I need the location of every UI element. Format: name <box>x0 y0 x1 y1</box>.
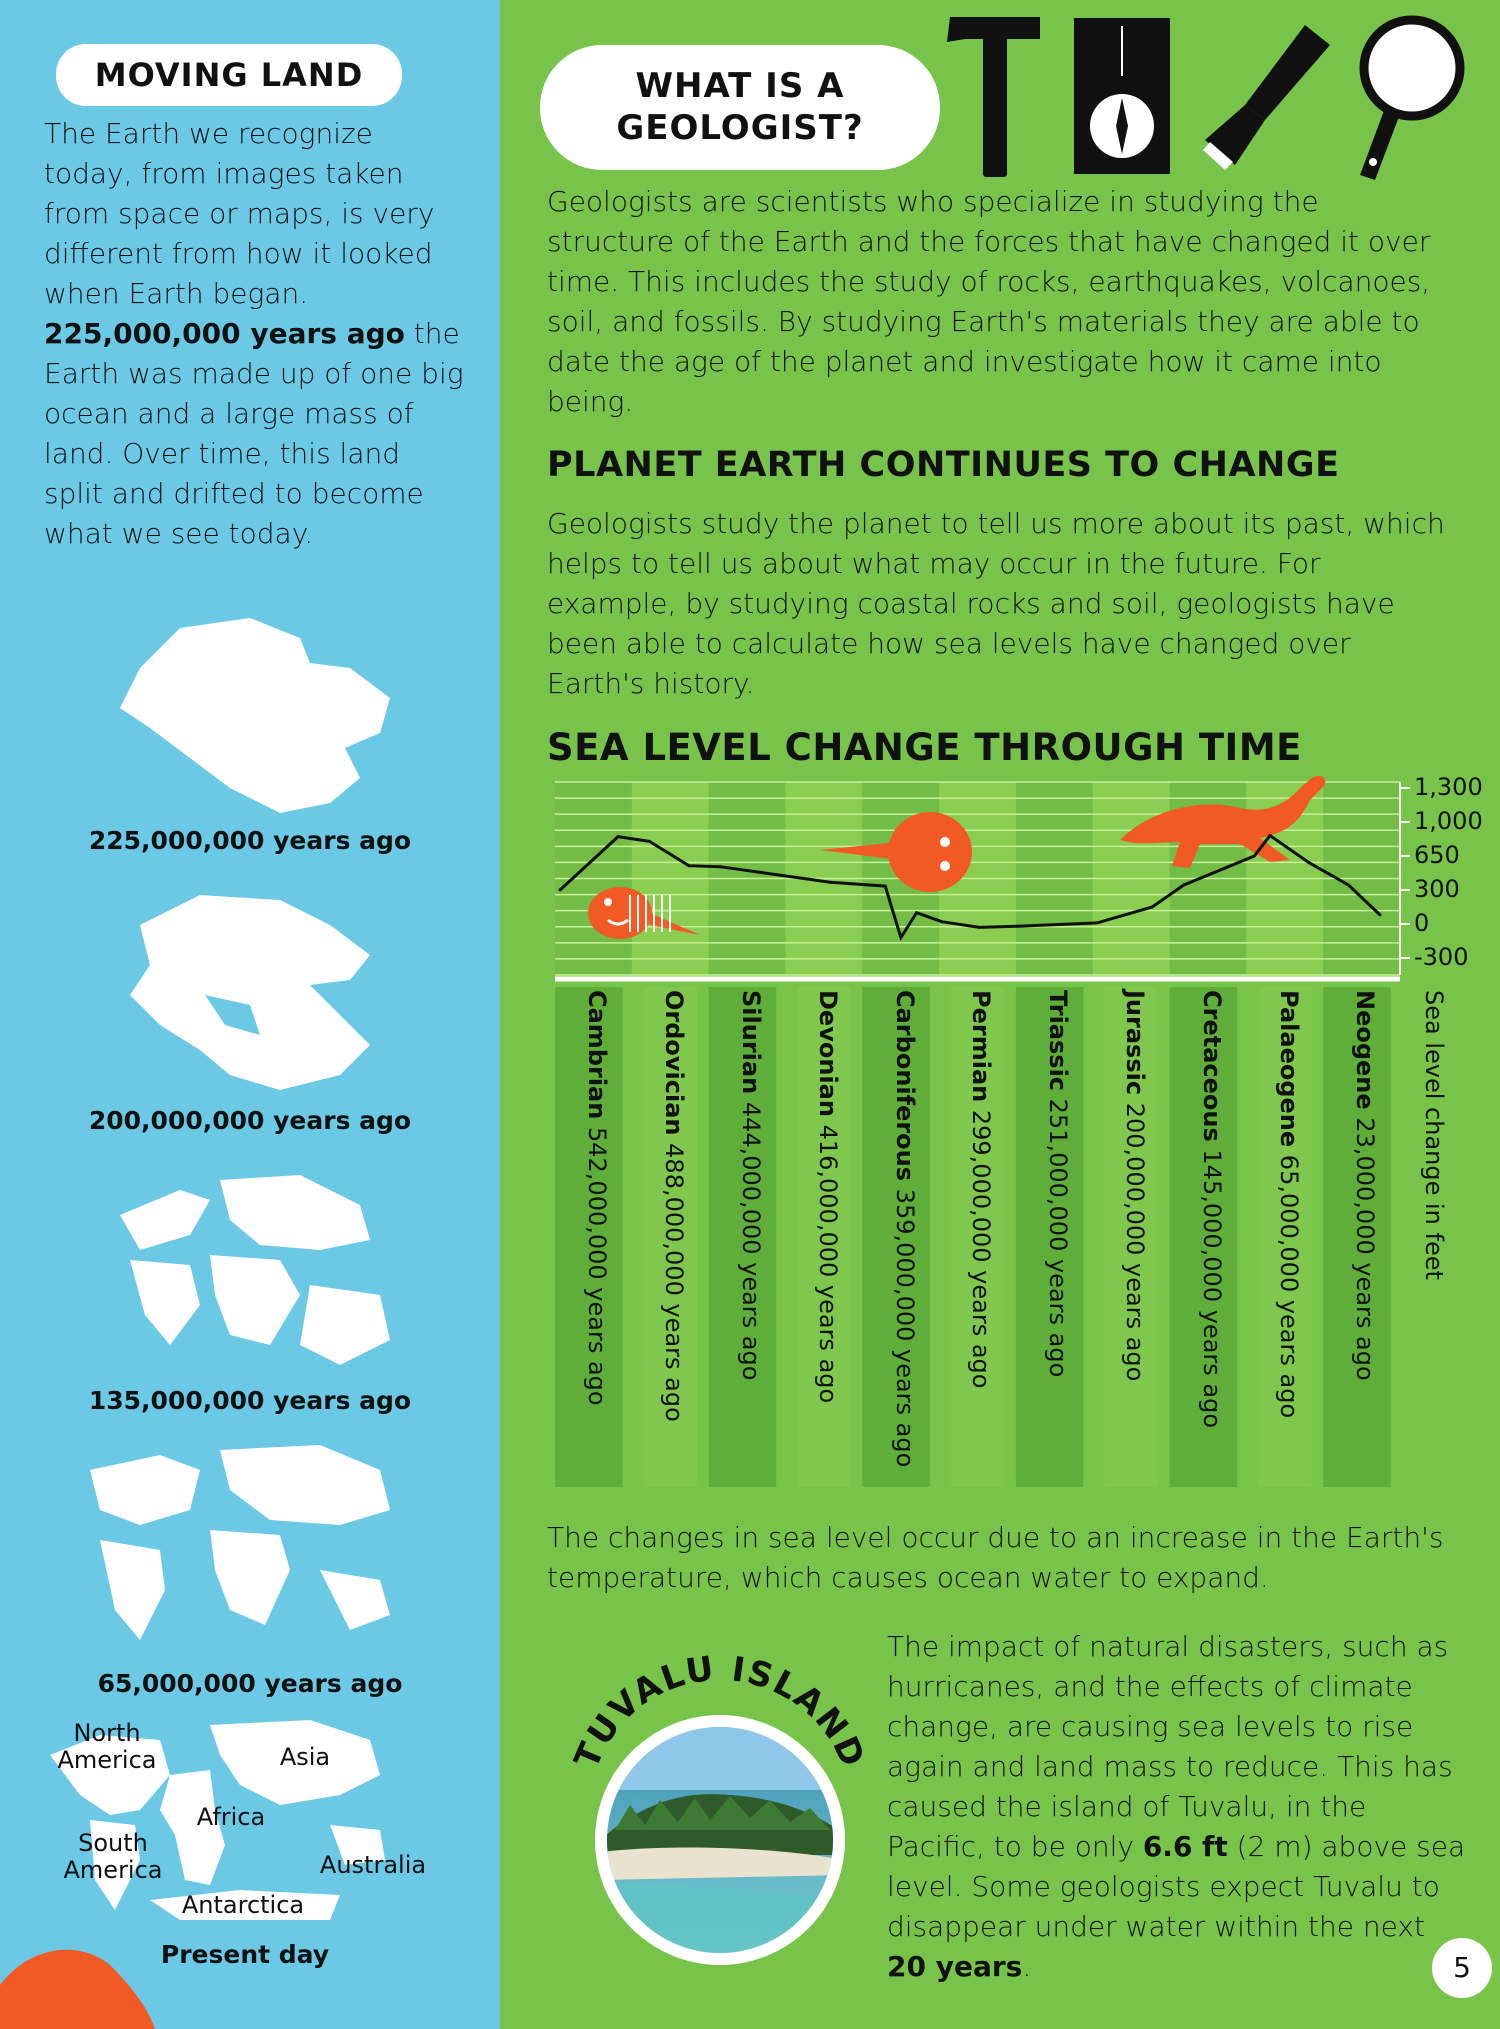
label-antarctica: Antarctica <box>181 1891 305 1919</box>
tuvalu-text-2: (2 m) above sea level. Some geologists expect Tuvalu to disappear under water within the next <box>887 1830 1466 1943</box>
period-label-jurassic <box>1121 990 1149 1381</box>
period-age: 444,000,000 years ago <box>736 1101 765 1381</box>
label-south-america: South America <box>63 1829 163 1884</box>
period-age: 488,000,000 years ago <box>660 1143 689 1422</box>
chart-point-8 <box>899 936 902 939</box>
geologist-title-line1: WHAT IS A <box>635 66 845 106</box>
geologist-title-line2: GEOLOGIST? <box>616 108 864 148</box>
period-label-permian <box>967 990 995 1388</box>
moving-land-text-1: The Earth we recognize today, from images taken from space or maps, is very different from how it looked when Earth began. <box>44 117 435 310</box>
chart-point-14 <box>1151 906 1154 909</box>
chart-tick-label-5: -300 <box>1414 943 1469 971</box>
period-label-cambrian <box>583 990 611 1406</box>
chart-point-7 <box>884 885 887 888</box>
chart-point-0 <box>559 889 562 892</box>
page-number: 5 <box>1432 1938 1492 1998</box>
period-label-neogene <box>1351 990 1379 1381</box>
chart-title: SEA LEVEL CHANGE THROUGH TIME <box>547 726 1302 769</box>
period-name: Cretaceous <box>1197 990 1226 1142</box>
geologist-paragraph: Geologists are scientists who specialize in studying the structure of the Earth and the forces that have changed it over time. This includes the study of rocks, earthquakes, volcanoes, soil, and fossils. By studying Earth's materials they are able to date the age of the planet and investigate how it came into being. <box>547 185 1431 418</box>
chart-point-18 <box>1308 861 1311 864</box>
chart-point-5 <box>774 873 777 876</box>
chart-point-10 <box>940 920 943 923</box>
map-225-million <box>110 608 410 823</box>
moving-land-paragraph <box>44 114 464 554</box>
map-200-million <box>110 885 410 1100</box>
label-australia: Australia <box>319 1851 427 1879</box>
period-label-devonian <box>814 990 842 1403</box>
tuvalu-badge <box>560 1640 880 2000</box>
chart-point-19 <box>1347 884 1350 887</box>
magnifying-glass-icon <box>1340 10 1470 185</box>
period-name: Ordovician <box>660 990 689 1136</box>
period-name: Carboniferous <box>890 990 919 1182</box>
chart-tick-label-2: 650 <box>1414 841 1460 869</box>
period-label-silurian <box>737 990 765 1380</box>
chart-point-20 <box>1379 913 1382 916</box>
period-name: Triassic <box>1044 990 1073 1092</box>
label-asia: Asia <box>279 1743 331 1771</box>
chart-point-17 <box>1269 834 1272 837</box>
corner-decoration-icon <box>0 1925 160 2029</box>
change-heading: PLANET EARTH CONTINUES TO CHANGE <box>547 445 1340 485</box>
chart-ylabel: Sea level change in feet <box>1420 990 1448 1280</box>
period-label-palaeogene <box>1275 990 1303 1418</box>
period-name: Permian <box>967 990 996 1103</box>
tuvalu-text-3: . <box>1022 1950 1032 1983</box>
period-name: Devonian <box>813 990 842 1117</box>
chart-point-3 <box>687 864 690 867</box>
tuvalu-paragraph <box>887 1627 1467 1987</box>
chart-point-16 <box>1253 855 1256 858</box>
label-africa: Africa <box>196 1803 266 1831</box>
tuvalu-bold-years: 20 years <box>887 1950 1023 1983</box>
moving-land-bold: 225,000,000 years ago <box>44 317 405 350</box>
chart-tick-label-3: 300 <box>1414 875 1460 903</box>
chart-tick-label-1: 1,000 <box>1414 807 1483 835</box>
caption-135-million: 135,000,000 years ago <box>88 1386 412 1415</box>
period-age: 416,000,000 years ago <box>813 1124 842 1404</box>
period-age: 299,000,000 years ago <box>967 1109 996 1389</box>
change-paragraph: Geologists study the planet to tell us more about its past, which helps to tell us about what may occur in the future. For example, by studying coastal rocks and soil, geologists have been able to calculate how sea levels have changed over Earth's history. <box>547 507 1445 700</box>
map-65-million <box>80 1440 400 1665</box>
chart-point-2 <box>648 840 651 843</box>
period-age: 65,000,000 years ago <box>1274 1154 1303 1419</box>
compass-icon <box>1072 16 1172 176</box>
tuvalu-bold-height: 6.6 ft <box>1142 1830 1228 1863</box>
chart-tick-label-0: 1,300 <box>1414 773 1483 801</box>
chart-point-15 <box>1182 884 1185 887</box>
chart-footer: The changes in sea level occur due to an increase in the Earth's temperature, which causes ocean water to expand. <box>547 1521 1444 1594</box>
chart-point-1 <box>617 835 620 838</box>
tuvalu-text-1: The impact of natural disasters, such as hurricanes, and the effects of climate change, are causing sea levels to rise again and land mass to reduce. This has caused the island of Tuvalu, in the Pacific, to be only <box>887 1630 1453 1863</box>
period-name: Cambrian <box>583 990 612 1120</box>
period-name: Neogene <box>1351 990 1380 1110</box>
caption-225-million: 225,000,000 years ago <box>88 826 412 855</box>
period-label-triassic <box>1044 990 1072 1377</box>
geologist-title <box>540 45 940 170</box>
chart-point-12 <box>1016 925 1019 928</box>
caption-present-day: Present day <box>160 1940 330 1969</box>
chart-point-6 <box>829 881 832 884</box>
chart-point-9 <box>915 911 918 914</box>
hammer-icon <box>945 12 1045 182</box>
period-age: 200,000,000 years ago <box>1120 1102 1149 1382</box>
chart-point-11 <box>978 926 981 929</box>
caption-65-million: 65,000,000 years ago <box>97 1669 403 1698</box>
caption-200-million: 200,000,000 years ago <box>88 1106 412 1135</box>
period-label-cretaceous <box>1198 990 1226 1428</box>
period-age: 542,000,000 years ago <box>583 1126 612 1406</box>
map-135-million <box>100 1165 400 1380</box>
chart-tick-label-4: 0 <box>1414 909 1430 937</box>
period-label-carboniferous <box>891 990 919 1467</box>
period-name: Jurassic <box>1120 990 1149 1096</box>
sea-level-chart <box>500 770 1500 1500</box>
chart-point-13 <box>1096 921 1099 924</box>
period-name: Palaeogene <box>1274 990 1303 1148</box>
chisel-icon <box>1195 20 1335 180</box>
period-age: 359,000,000 years ago <box>890 1188 919 1468</box>
tuvalu-title: TUVALU ISLAND <box>566 1648 874 1775</box>
period-age: 251,000,000 years ago <box>1044 1098 1073 1378</box>
period-name: Silurian <box>736 990 765 1095</box>
period-age: 23,000,000 years ago <box>1351 1117 1380 1381</box>
moving-land-title: MOVING LAND <box>56 44 402 106</box>
label-north-america: North America <box>57 1719 157 1774</box>
period-age: 145,000,000 years ago <box>1197 1149 1226 1429</box>
moving-land-text-2: the Earth was made up of one big ocean and a large mass of land. Over time, this land split and drifted to become what we see today. <box>44 317 464 550</box>
period-label-ordovician <box>660 990 688 1422</box>
chart-point-4 <box>719 865 722 868</box>
